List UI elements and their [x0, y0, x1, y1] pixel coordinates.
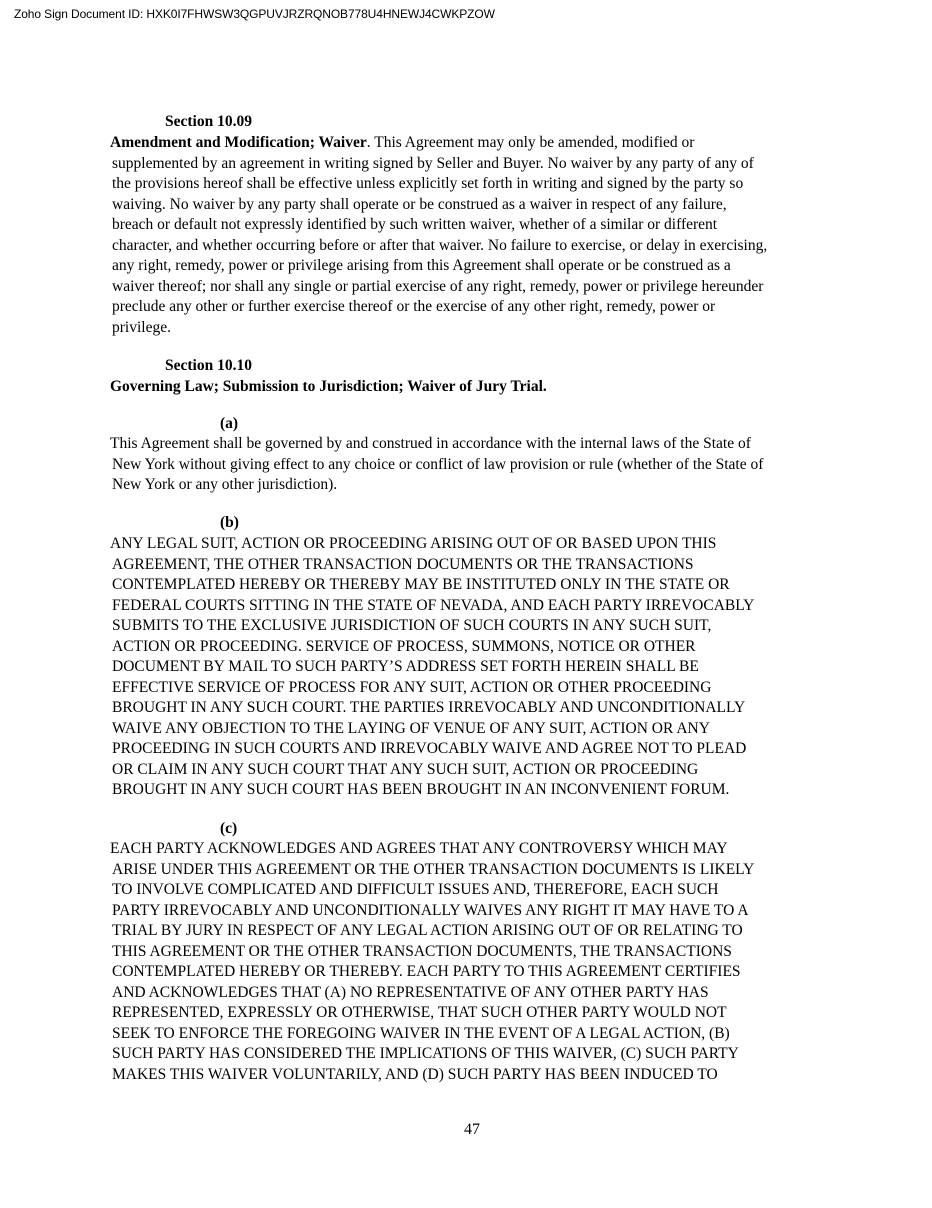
body-line: TO INVOLVE COMPLICATED AND DIFFICULT ISSUES AND, THEREFORE, EACH SUCH — [112, 881, 719, 898]
body-line: New York without giving effect to any choice or conflict of law provision or rule (whether of the State of — [112, 455, 764, 473]
body-line: ACTION OR PROCEEDING. SERVICE OF PROCESS, SUMMONS, NOTICE OR OTHER — [112, 637, 696, 655]
body-line: MAKES THIS WAIVER VOLUNTARILY, AND (D) SUCH PARTY HAS BEEN INDUCED TO — [112, 1065, 718, 1083]
body-line: BROUGHT IN ANY SUCH COURT. THE PARTIES IRREVOCABLY AND UNCONDITIONALLY — [112, 699, 746, 716]
body-line: AND ACKNOWLEDGES THAT (A) NO REPRESENTATIVE OF ANY OTHER PARTY HAS — [112, 983, 709, 1001]
body-line: SUBMITS TO THE EXCLUSIVE JURISDICTION OF SUCH COURTS IN ANY SUCH SUIT, — [112, 617, 712, 634]
body-line: This Agreement shall be governed by and construed in accordance with the internal laws of the State of — [110, 435, 751, 452]
section-text: . This Agreement may only be amended, modified or — [366, 134, 695, 151]
body-line: CONTEMPLATED HEREBY OR THEREBY MAY BE INSTITUTED ONLY IN THE STATE OR — [112, 576, 730, 593]
subsection-label: (c) — [220, 820, 238, 837]
body-line: SUCH PARTY HAS CONSIDERED THE IMPLICATIONS OF THIS WAIVER, (C) SUCH PARTY — [112, 1045, 739, 1062]
body-line: OR CLAIM IN ANY SUCH COURT THAT ANY SUCH SUIT, ACTION OR PROCEEDING — [112, 760, 699, 778]
body-line: New York or any other jurisdiction). — [112, 476, 338, 493]
body-line: REPRESENTED, EXPRESSLY OR OTHERWISE, THAT SUCH OTHER PARTY WOULD NOT — [112, 1004, 727, 1021]
body-line: waiver thereof; nor shall any single or partial exercise of any right, remedy, power or privilege hereunder — [112, 277, 764, 295]
body-line: PROCEEDING IN SUCH COURTS AND IRREVOCABLY WAIVE AND AGREE NOT TO PLEAD — [112, 740, 747, 757]
section-number: Section 10.09 — [165, 113, 252, 130]
body-line: DOCUMENT BY MAIL TO SUCH PARTY’S ADDRESS SET FORTH HEREIN SHALL BE — [112, 658, 699, 675]
body-line: AGREEMENT, THE OTHER TRANSACTION DOCUMENTS OR THE TRANSACTIONS — [112, 555, 694, 573]
body-line: waiving. No waiver by any party shall operate or be construed as a waiver in respect of any failure, — [112, 195, 727, 213]
body-line: BROUGHT IN ANY SUCH COURT HAS BEEN BROUGHT IN AN INCONVENIENT FORUM. — [112, 781, 730, 798]
body-line: breach or default not expressly identified by such written waiver, whether of a similar or different — [112, 216, 718, 233]
body-line: privilege. — [112, 318, 171, 336]
body-line: THIS AGREEMENT OR THE OTHER TRANSACTION DOCUMENTS, THE TRANSACTIONS — [112, 942, 732, 960]
body-line: supplemented by an agreement in writing signed by Seller and Buyer. No waiver by any party of any of — [112, 154, 754, 172]
subsection-label: (b) — [220, 514, 239, 531]
section-number: Section 10.10 — [165, 357, 252, 374]
body-line: EACH PARTY ACKNOWLEDGES AND AGREES THAT ANY CONTROVERSY WHICH MAY — [110, 840, 728, 857]
body-line: EFFECTIVE SERVICE OF PROCESS FOR ANY SUIT, ACTION OR OTHER PROCEEDING — [112, 678, 712, 696]
body-line: PARTY IRREVOCABLY AND UNCONDITIONALLY WAIVES ANY RIGHT IT MAY HAVE TO A — [112, 901, 749, 919]
body-line: ARISE UNDER THIS AGREEMENT OR THE OTHER TRANSACTION DOCUMENTS IS LIKELY — [112, 860, 755, 878]
body-line: FEDERAL COURTS SITTING IN THE STATE OF NEVADA, AND EACH PARTY IRREVOCABLY — [112, 596, 755, 614]
page-number: 47 — [464, 1121, 480, 1138]
body-line: any right, remedy, power or privilege arising from this Agreement shall operate or be construed as a — [112, 257, 731, 274]
section-first-line — [110, 133, 694, 153]
body-line: WAIVE ANY OBJECTION TO THE LAYING OF VENUE OF ANY SUIT, ACTION OR ANY — [112, 719, 710, 737]
body-line: preclude any other or further exercise thereof or the exercise of any other right, remedy, power or — [112, 298, 716, 315]
body-line: character, and whether occurring before or after that waiver. No failure to exercise, or delay in exercising, — [112, 236, 768, 254]
body-line: TRIAL BY JURY IN RESPECT OF ANY LEGAL ACTION ARISING OUT OF OR RELATING TO — [112, 922, 743, 939]
body-line: CONTEMPLATED HEREBY OR THEREBY. EACH PARTY TO THIS AGREEMENT CERTIFIES — [112, 963, 741, 980]
body-line: the provisions hereof shall be effective unless explicitly set forth in writing and signed by the party so — [112, 175, 744, 192]
section-title: Governing Law; Submission to Jurisdiction; Waiver of Jury Trial. — [110, 378, 547, 395]
body-line: ANY LEGAL SUIT, ACTION OR PROCEEDING ARISING OUT OF OR BASED UPON THIS — [110, 535, 717, 552]
subsection-label: (a) — [220, 415, 239, 432]
body-line: SEEK TO ENFORCE THE FOREGOING WAIVER IN THE EVENT OF A LEGAL ACTION, (B) — [112, 1024, 730, 1042]
section-title: Amendment and Modification; Waiver — [110, 134, 367, 151]
document-id: Zoho Sign Document ID: HXK0I7FHWSW3QGPUVJRZRQNOB778U4HNEWJ4CWKPZOW — [14, 7, 495, 21]
